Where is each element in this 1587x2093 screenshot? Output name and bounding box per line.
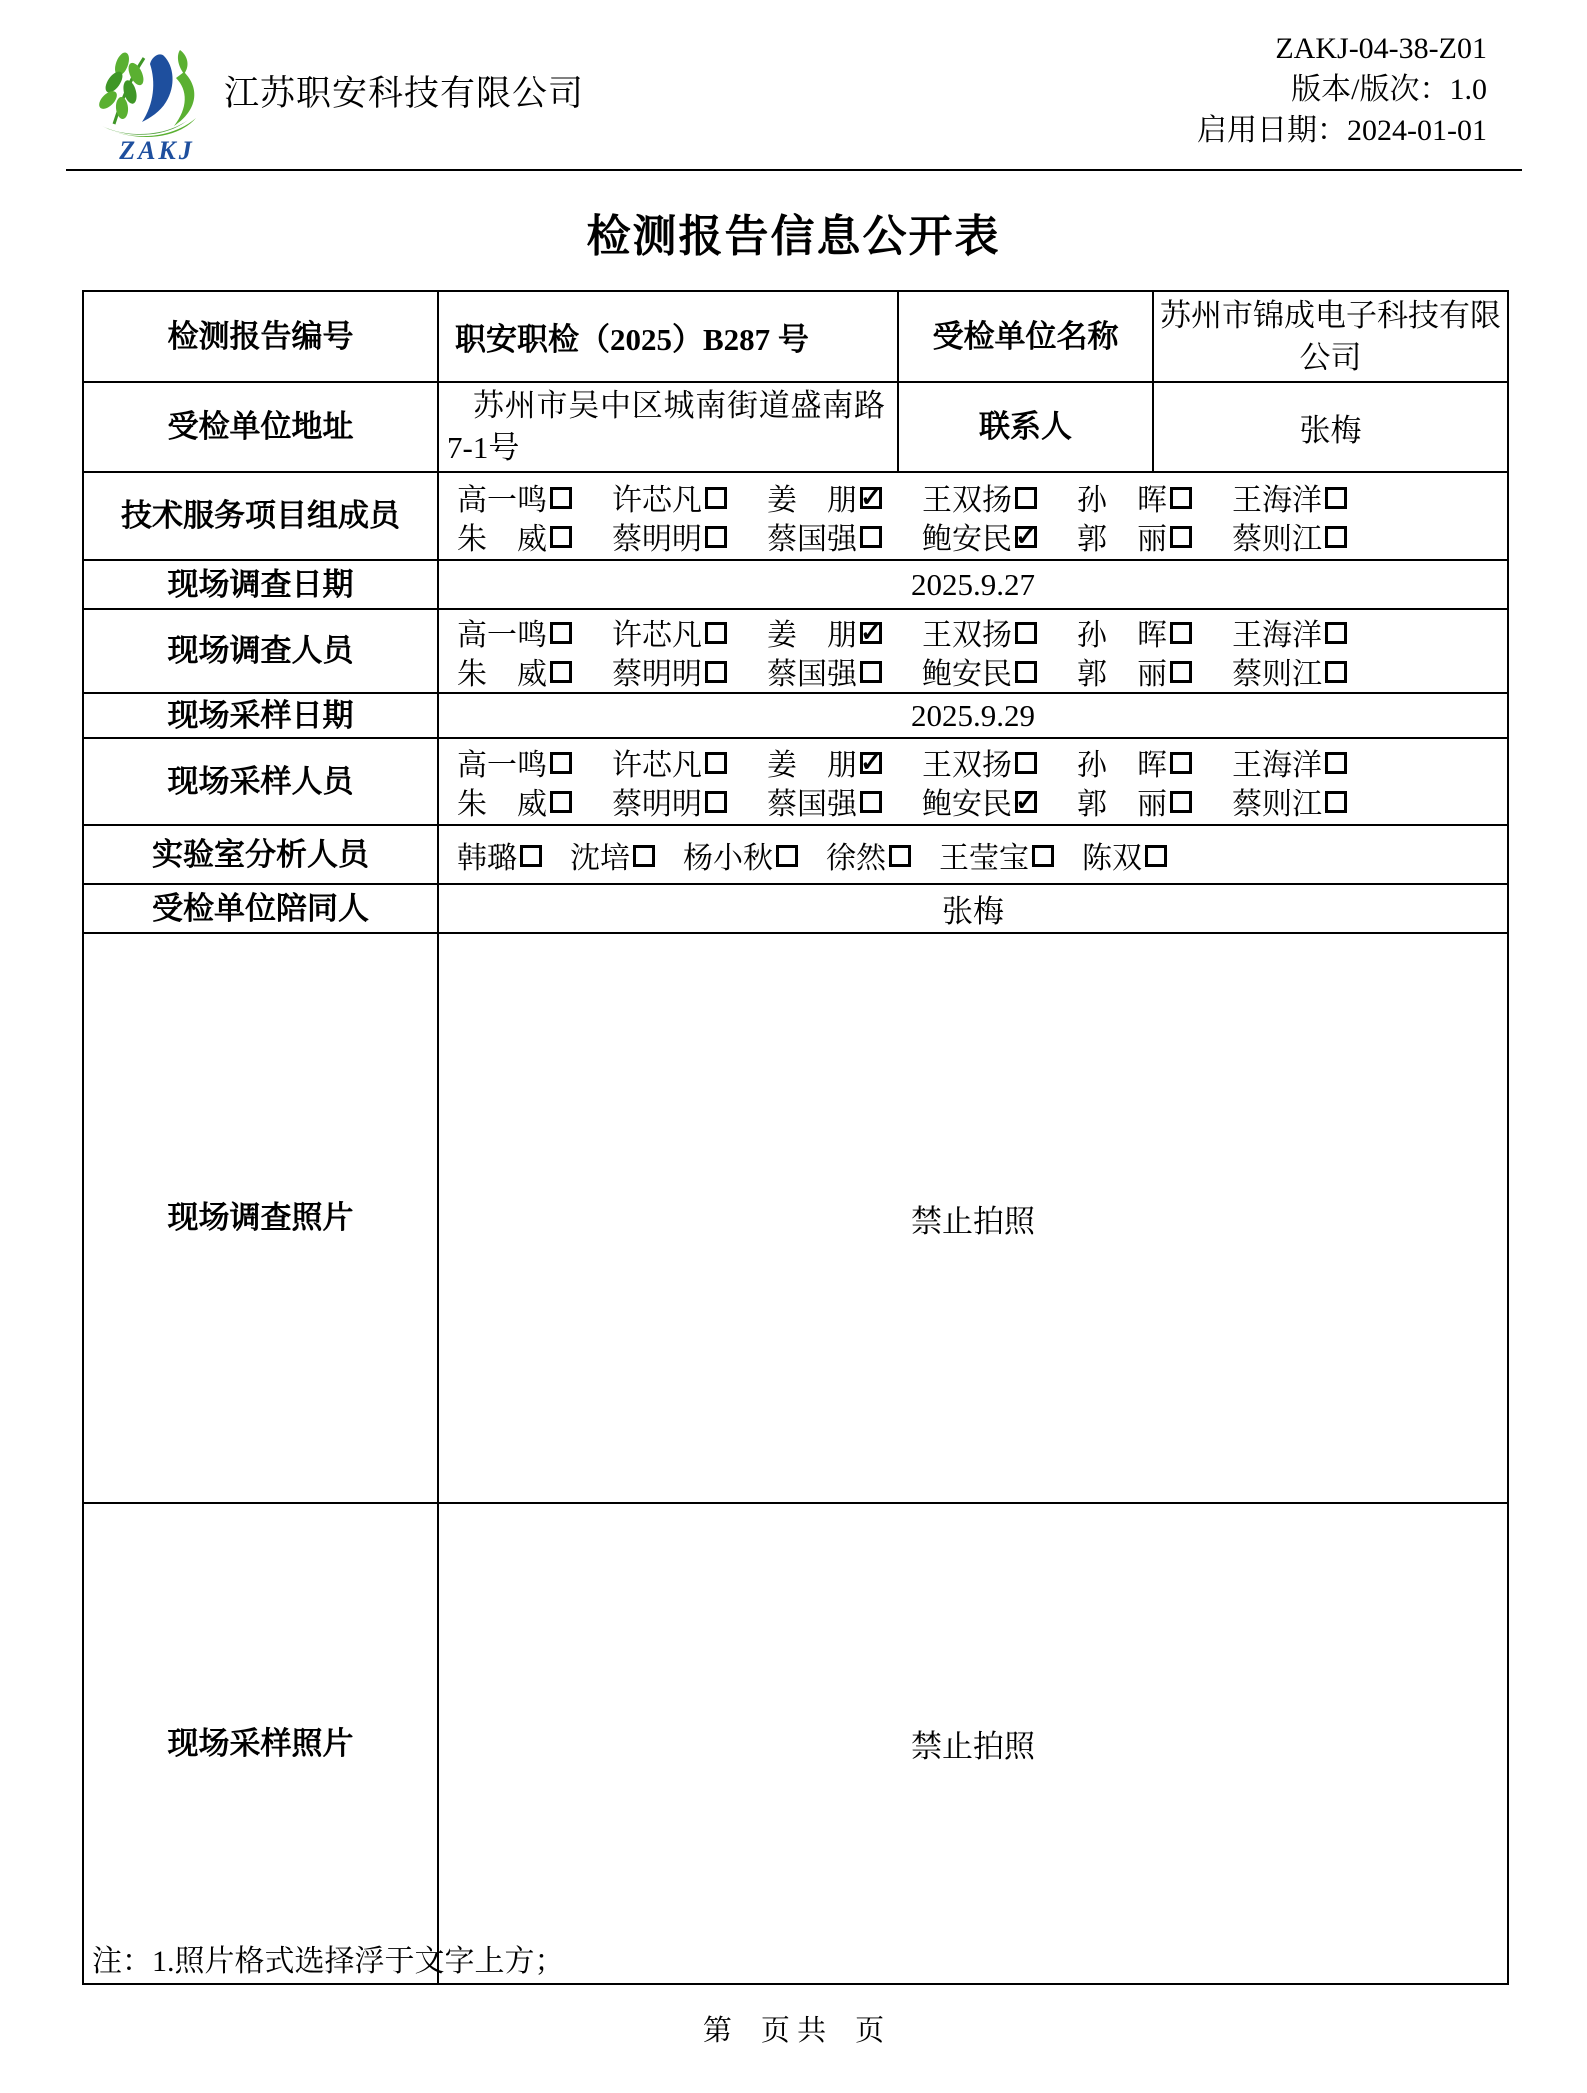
checkbox-unchecked[interactable]	[705, 487, 727, 509]
person-item	[939, 833, 1054, 877]
person-name: 高一鸣	[457, 749, 547, 782]
person-item	[612, 475, 767, 519]
person-item	[1077, 740, 1232, 784]
sampling-staff-line2	[439, 782, 1503, 821]
person-name: 鲍安民	[922, 522, 1012, 556]
survey-staff-line1	[439, 612, 1503, 651]
checkbox-unchecked[interactable]	[1325, 791, 1347, 813]
person-item	[683, 833, 798, 877]
checkbox-unchecked[interactable]	[1145, 845, 1167, 867]
footnote: 注：1.照片格式选择浮于文字上方；	[92, 1945, 565, 1978]
contact-label: 联系人	[898, 382, 1153, 472]
person-name: 姜 朋	[767, 483, 857, 517]
checkbox-checked[interactable]: ✓	[1015, 521, 1037, 551]
checkbox-unchecked[interactable]	[1325, 526, 1347, 548]
checkbox-unchecked[interactable]	[776, 845, 798, 867]
team-members-cell	[438, 472, 1508, 560]
checkbox-unchecked[interactable]	[1325, 622, 1347, 644]
checkbox-unchecked[interactable]	[860, 791, 882, 813]
person-item	[767, 649, 922, 693]
person-item	[1077, 779, 1232, 823]
person-item	[457, 649, 612, 693]
person-name: 鲍安民	[922, 788, 1012, 821]
person-name: 孙 晖	[1077, 483, 1167, 517]
sampling-photo-text: 禁止拍照	[438, 1503, 1508, 1984]
doc-enable-date: 启用日期：2024-01-01	[1197, 114, 1487, 147]
checkbox-unchecked[interactable]	[550, 752, 572, 774]
doc-code: ZAKJ-04-38-Z01	[1275, 32, 1487, 65]
person-name: 王海洋	[1232, 618, 1322, 652]
sampling-staff-cell	[438, 738, 1508, 825]
checkbox-unchecked[interactable]	[1015, 752, 1037, 774]
company-logo	[92, 44, 222, 166]
table-row-address	[83, 382, 1508, 472]
team-label: 技术服务项目组成员	[83, 472, 438, 560]
person-item	[922, 610, 1077, 654]
doc-version: 版本/版次：1.0	[1291, 73, 1487, 106]
person-item	[612, 610, 767, 654]
checkbox-unchecked[interactable]	[705, 622, 727, 644]
sampling-staff-label: 现场采样人员	[83, 738, 438, 825]
checkbox-checked[interactable]: ✓	[860, 617, 882, 647]
person-item	[767, 475, 922, 519]
survey-photo-label: 现场调查照片	[83, 933, 438, 1503]
person-name: 王双扬	[922, 749, 1012, 782]
person-name: 徐然	[826, 841, 886, 875]
person-item	[1077, 610, 1232, 654]
checkbox-unchecked[interactable]	[1170, 622, 1192, 644]
person-item	[767, 610, 922, 654]
person-name: 蔡则江	[1232, 788, 1322, 821]
person-name: 许芯凡	[612, 749, 702, 782]
person-item	[1077, 475, 1232, 519]
person-name: 杨小秋	[683, 841, 773, 875]
person-name: 朱 威	[457, 788, 547, 821]
person-item	[1232, 475, 1387, 519]
checkbox-unchecked[interactable]	[550, 487, 572, 509]
person-name: 姜 朋	[767, 749, 857, 782]
sampling-date-value: 2025.9.29	[438, 693, 1508, 738]
checkbox-unchecked[interactable]	[520, 845, 542, 867]
table-row-survey-date	[83, 560, 1508, 609]
checkbox-unchecked[interactable]	[550, 661, 572, 683]
company-name: 江苏职安科技有限公司	[224, 74, 585, 113]
person-item	[457, 514, 612, 558]
person-name: 高一鸣	[457, 618, 547, 652]
person-name: 许芯凡	[612, 618, 702, 652]
person-item	[922, 514, 1077, 558]
person-name: 蔡则江	[1232, 522, 1322, 556]
survey-photo-text: 禁止拍照	[438, 933, 1508, 1503]
person-name: 姜 朋	[767, 618, 857, 652]
person-name: 郭 丽	[1077, 788, 1167, 821]
checkbox-unchecked[interactable]	[1325, 752, 1347, 774]
checkbox-checked[interactable]: ✓	[860, 482, 882, 512]
person-item	[922, 779, 1077, 823]
logo-text: ZAKJ	[119, 136, 195, 165]
checkbox-checked[interactable]: ✓	[860, 748, 882, 777]
person-name: 郭 丽	[1077, 522, 1167, 556]
report-no-value: 职安职检（2025）B287 号	[438, 291, 898, 382]
person-item	[457, 610, 612, 654]
sampling-staff-line1	[439, 743, 1503, 782]
checkbox-unchecked[interactable]	[1170, 791, 1192, 813]
person-item	[767, 779, 922, 823]
sampling-date-label: 现场采样日期	[83, 693, 438, 738]
checkbox-unchecked[interactable]	[1015, 622, 1037, 644]
sampling-photo-label: 现场采样照片	[83, 1503, 438, 1984]
person-name: 王双扬	[922, 618, 1012, 652]
checkbox-unchecked[interactable]	[1170, 487, 1192, 509]
lab-staff-label: 实验室分析人员	[83, 825, 438, 884]
person-name: 陈双	[1082, 841, 1142, 875]
checkbox-unchecked[interactable]	[1015, 661, 1037, 683]
checkbox-unchecked[interactable]	[1032, 845, 1054, 867]
checkbox-unchecked[interactable]	[1325, 661, 1347, 683]
person-item	[1232, 649, 1387, 693]
person-name: 高一鸣	[457, 483, 547, 517]
checkbox-checked[interactable]: ✓	[1015, 787, 1037, 816]
person-item	[1232, 610, 1387, 654]
unit-name-value: 苏州市锦成电子科技有限公司	[1153, 291, 1508, 382]
person-item	[922, 740, 1077, 784]
person-item	[612, 779, 767, 823]
team-members-line2	[439, 516, 1503, 555]
checkbox-unchecked[interactable]	[1170, 752, 1192, 774]
person-item	[1232, 779, 1387, 823]
companion-value: 张梅	[438, 884, 1508, 933]
person-name: 鲍安民	[922, 657, 1012, 691]
checkbox-unchecked[interactable]	[705, 791, 727, 813]
person-name: 朱 威	[457, 522, 547, 556]
person-item	[457, 475, 612, 519]
person-item	[570, 833, 655, 877]
person-item	[826, 833, 911, 877]
table-row-team	[83, 472, 1508, 560]
person-name: 蔡明明	[612, 522, 702, 556]
person-name: 蔡国强	[767, 788, 857, 821]
lab-staff-line	[439, 835, 1503, 874]
page-number-footer: 第 页 共 页	[702, 2015, 885, 2047]
checkbox-unchecked[interactable]	[633, 845, 655, 867]
person-name: 蔡国强	[767, 657, 857, 691]
checkbox-unchecked[interactable]	[860, 661, 882, 683]
survey-staff-label: 现场调查人员	[83, 609, 438, 693]
checkbox-unchecked[interactable]	[1325, 487, 1347, 509]
person-item	[767, 740, 922, 784]
survey-date-value: 2025.9.27	[438, 560, 1508, 609]
person-item	[922, 649, 1077, 693]
person-name: 孙 晖	[1077, 749, 1167, 782]
document-code-block	[1197, 28, 1487, 151]
contact-value: 张梅	[1153, 382, 1508, 472]
person-name: 朱 威	[457, 657, 547, 691]
person-name: 王海洋	[1232, 749, 1322, 782]
person-name: 蔡国强	[767, 522, 857, 556]
checkbox-unchecked[interactable]	[705, 661, 727, 683]
person-name: 许芯凡	[612, 483, 702, 517]
survey-date-label: 现场调查日期	[83, 560, 438, 609]
unit-name-label: 受检单位名称	[898, 291, 1153, 382]
person-name: 王海洋	[1232, 483, 1322, 517]
person-item	[457, 779, 612, 823]
person-name: 蔡明明	[612, 657, 702, 691]
checkbox-unchecked[interactable]	[550, 526, 572, 548]
table-row-survey-photo	[83, 933, 1508, 1503]
person-name: 郭 丽	[1077, 657, 1167, 691]
page-title: 检测报告信息公开表	[586, 212, 1001, 261]
table-row-companion	[83, 884, 1508, 933]
checkbox-unchecked[interactable]	[1015, 487, 1037, 509]
person-item	[1232, 740, 1387, 784]
report-no-label: 检测报告编号	[83, 291, 438, 382]
checkbox-unchecked[interactable]	[550, 791, 572, 813]
person-item	[1082, 833, 1167, 877]
person-item	[767, 514, 922, 558]
unit-addr-label: 受检单位地址	[83, 382, 438, 472]
person-name: 孙 晖	[1077, 618, 1167, 652]
person-item	[612, 514, 767, 558]
lab-staff-cell	[438, 825, 1508, 884]
person-name: 蔡明明	[612, 788, 702, 821]
report-info-table	[82, 290, 1509, 1985]
person-item	[612, 649, 767, 693]
person-item	[612, 740, 767, 784]
person-name: 蔡则江	[1232, 657, 1322, 691]
person-name: 沈培	[570, 841, 630, 875]
checkbox-unchecked[interactable]	[1170, 661, 1192, 683]
survey-staff-line2	[439, 651, 1503, 690]
person-item	[1077, 514, 1232, 558]
checkbox-unchecked[interactable]	[860, 526, 882, 548]
person-item	[1077, 649, 1232, 693]
table-row-report-no	[83, 291, 1508, 382]
person-name: 王莹宝	[939, 841, 1029, 875]
survey-staff-cell	[438, 609, 1508, 693]
leaf-logo-icon	[92, 44, 222, 140]
checkbox-unchecked[interactable]	[705, 752, 727, 774]
checkbox-unchecked[interactable]	[550, 622, 572, 644]
table-row-sampling-photo	[83, 1503, 1508, 1984]
table-row-sampling-date	[83, 693, 1508, 738]
companion-label: 受检单位陪同人	[83, 884, 438, 933]
person-name: 韩璐	[457, 841, 517, 875]
table-row-survey-staff	[83, 609, 1508, 693]
checkbox-unchecked[interactable]	[705, 526, 727, 548]
checkbox-unchecked[interactable]	[1170, 526, 1192, 548]
person-item	[457, 833, 542, 877]
person-item	[1232, 514, 1387, 558]
table-row-lab-staff	[83, 825, 1508, 884]
table-row-sampling-staff	[83, 738, 1508, 825]
team-members-line1	[439, 477, 1503, 516]
person-item	[457, 740, 612, 784]
unit-addr-value: 苏州市吴中区城南街道盛南路7-1号	[438, 382, 898, 472]
person-item	[922, 475, 1077, 519]
person-name: 王双扬	[922, 483, 1012, 517]
checkbox-unchecked[interactable]	[889, 845, 911, 867]
header-divider	[66, 169, 1522, 171]
